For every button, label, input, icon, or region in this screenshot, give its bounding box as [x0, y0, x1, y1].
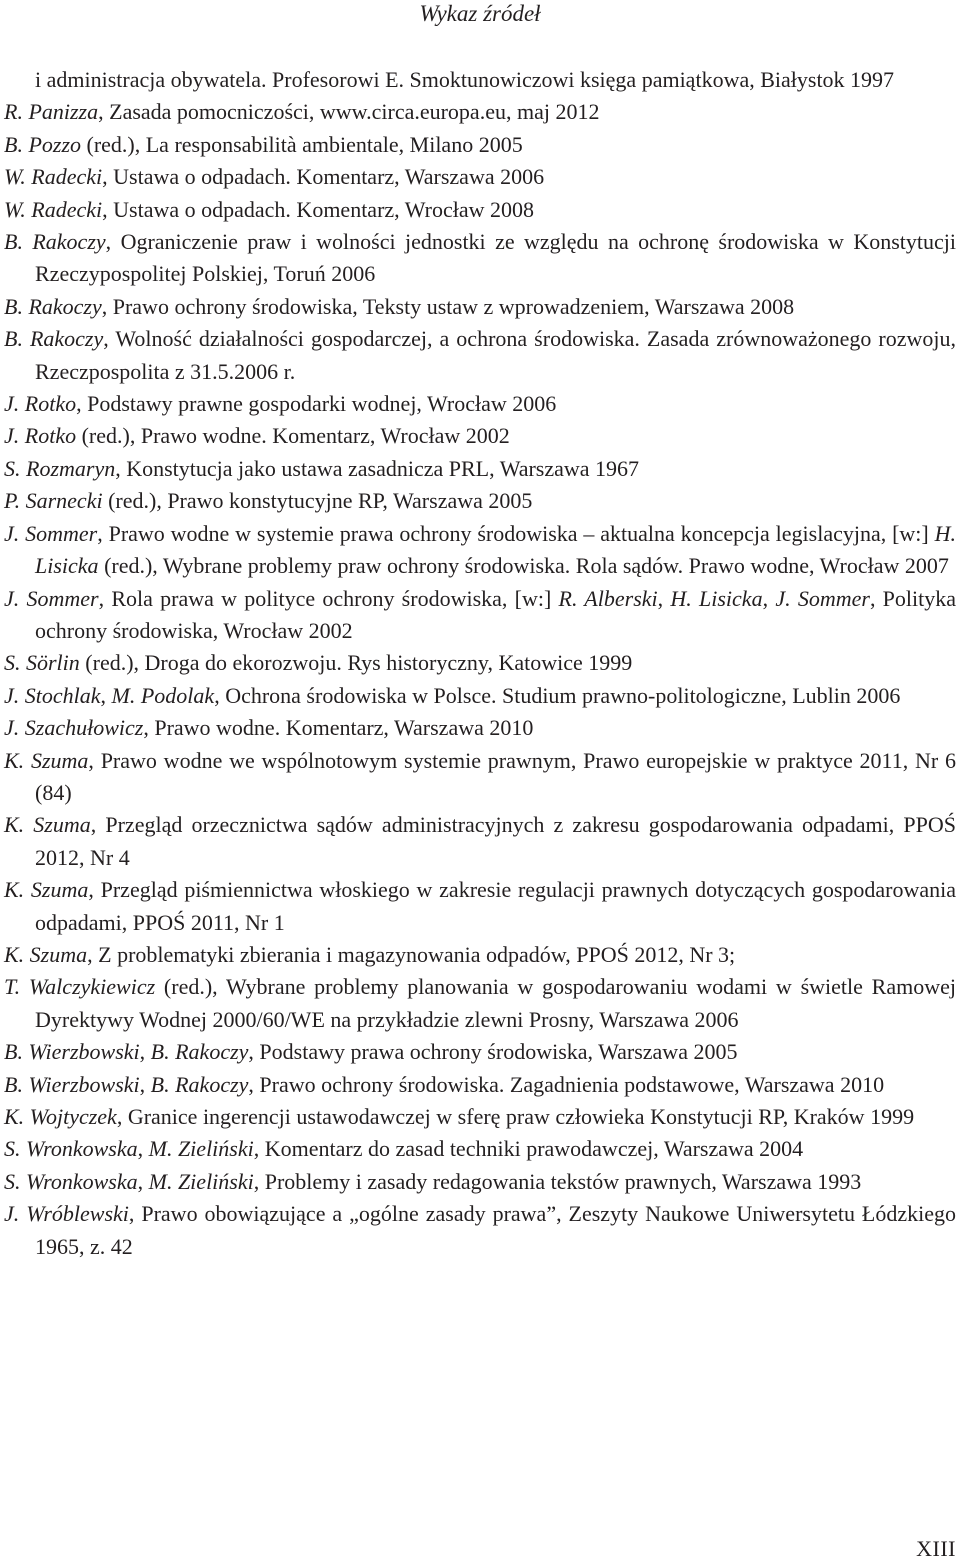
- entry-author: K. Szuma: [4, 877, 89, 903]
- entry-text: , Rola prawa w polityce ochrony środowiska, [w:]: [98, 585, 559, 611]
- bibliography-entry: [4, 161, 956, 193]
- bibliography-entry: [4, 1198, 956, 1263]
- bibliography-entry-continued: [4, 64, 956, 96]
- bibliography-entry: [4, 874, 956, 939]
- bibliography-entry: [4, 971, 956, 1036]
- bibliography-entry: [4, 1069, 956, 1101]
- entry-author: B. Wierzbowski: [4, 1039, 140, 1065]
- bibliography-entry: [4, 583, 956, 648]
- entry-text: , Podstawy prawne gospodarki wodnej, Wrocław 2006: [76, 391, 557, 417]
- entry-text: (red.), Wybrane problemy planowania w gospodarowaniu wodami w świetle Ramowej Dyrektywy Wodnej 2000/60/WE na przykładzie zlewni Prosny, Warszawa 2006: [35, 974, 956, 1032]
- entry-author: R. Panizza: [4, 99, 99, 125]
- entry-text: , Przegląd piśmiennictwa włoskiego w zakresie regulacji prawnych dotyczących gospodarowania odpadami, PPOŚ 2011, Nr 1: [35, 877, 957, 935]
- entry-author: B. Wierzbowski: [4, 1071, 140, 1097]
- entry-text: ,: [657, 585, 671, 611]
- entry-author: J. Stochlak: [4, 682, 101, 708]
- bibliography-entry: [4, 453, 956, 485]
- entry-text: i administracja obywatela. Profesorowi E. Smoktunowiczowi księga pamiątkowa, Białystok 1997: [35, 67, 895, 92]
- entry-text: (red.), Droga do ekorozwoju. Rys historyczny, Katowice 1999: [79, 650, 633, 676]
- entry-author: T. Walczykiewicz: [4, 974, 156, 1000]
- entry-text: ,: [100, 682, 112, 708]
- entry-author: S. Wronkowska: [4, 1168, 138, 1194]
- page-number: XIII: [916, 1536, 956, 1561]
- bibliography-entry: [4, 96, 956, 128]
- entry-text: , Prawo ochrony środowiska. Zagadnienia podstawowe, Warszawa 2010: [248, 1071, 885, 1097]
- entry-author: J. Rotko: [4, 391, 77, 417]
- entry-text: ,: [762, 585, 776, 611]
- entry-text: ,: [139, 1071, 151, 1097]
- entry-author: B. Rakoczy: [150, 1071, 249, 1097]
- entry-text: , Przegląd orzecznictwa sądów administracyjnych z zakresu gospodarowania odpadami, PPOŚ 2012, Nr 4: [35, 812, 956, 870]
- bibliography-entry: [4, 291, 956, 323]
- entry-author: S. Sörlin: [4, 650, 80, 676]
- entry-author: B. Pozzo: [4, 131, 81, 157]
- bibliography-entry: [4, 1133, 956, 1165]
- bibliography-entry: [4, 1036, 956, 1068]
- bibliography-entry: [4, 388, 956, 420]
- entry-text: , Ochrona środowiska w Polsce. Studium prawno-politologiczne, Lublin 2006: [214, 682, 901, 708]
- entry-text: , Problemy i zasady redagowania tekstów prawnych, Warszawa 1993: [253, 1168, 862, 1194]
- bibliography-entry: [4, 712, 956, 744]
- entry-author: R. Alberski: [558, 585, 658, 611]
- entry-author: S. Rozmaryn: [4, 455, 116, 481]
- entry-author: J. Wróblewski: [4, 1201, 129, 1227]
- entry-author: K. Szuma: [4, 747, 89, 773]
- bibliography-entry: [4, 194, 956, 226]
- entry-author: W. Radecki: [4, 164, 103, 190]
- bibliography-entry: [4, 485, 956, 517]
- entry-author: H. Lisicka: [35, 520, 956, 579]
- entry-text: , Zasada pomocniczości, www.circa.europa.eu, maj 2012: [98, 99, 600, 125]
- entry-author: P. Sarnecki: [4, 488, 103, 514]
- entry-text: , Komentarz do zasad techniki prawodawczej, Warszawa 2004: [253, 1136, 804, 1162]
- entry-text: , Prawo obowiązujące a „ogólne zasady prawa”, Zeszyty Naukowe Uniwersytetu Łódzkiego 1965, z. 42: [35, 1201, 956, 1259]
- entry-text: (red.), La responsabilità ambientale, Milano 2005: [81, 131, 523, 157]
- bibliography-list: [4, 64, 956, 1263]
- entry-text: , Prawo wodne we wspólnotowym systemie prawnym, Prawo europejskie w praktyce 2011, Nr 6 (84): [35, 747, 956, 805]
- entry-author: J. Sommer: [4, 585, 99, 611]
- entry-text: , Granice ingerencji ustawodawczej w sferę praw człowieka Konstytucji RP, Kraków 1999: [116, 1104, 915, 1129]
- bibliography-entry: [4, 518, 956, 583]
- entry-author: K. Szuma: [4, 812, 91, 838]
- entry-author: M. Zieliński: [148, 1136, 254, 1162]
- entry-author: W. Radecki: [4, 196, 103, 222]
- entry-text: , Ustawa o odpadach. Komentarz, Wrocław 2008: [102, 196, 535, 222]
- entry-text: , Polityka ochrony środowiska, Wrocław 2002: [35, 585, 957, 643]
- bibliography-entry: [4, 420, 956, 452]
- entry-author: K. Wojtyczek: [4, 1104, 117, 1129]
- entry-author: S. Wronkowska: [4, 1136, 138, 1162]
- entry-text: , Prawo wodne. Komentarz, Warszawa 2010: [143, 715, 534, 741]
- bibliography-entry: [4, 129, 956, 161]
- entry-text: , Ograniczenie praw i wolności jednostki ze względu na ochronę środowiska w Konstytucji Rzeczypospolitej Polskiej, Toruń 2006: [35, 229, 957, 287]
- entry-text: (red.), Wybrane problemy praw ochrony środowiska. Rola sądów. Prawo wodne, Wrocław 2007: [98, 553, 949, 579]
- entry-author: B. Rakoczy: [4, 293, 102, 319]
- bibliography-entry: [4, 745, 956, 810]
- entry-author: J. Szachułowicz: [4, 715, 144, 741]
- bibliography-entry: [4, 323, 956, 388]
- entry-text: , Prawo wodne w systemie prawa ochrony środowiska – aktualna koncepcja legislacyjna, [w:]: [97, 520, 935, 546]
- entry-text: ,: [139, 1039, 151, 1065]
- entry-author: J. Sommer: [4, 520, 98, 546]
- bibliography-entry: [4, 1101, 956, 1133]
- entry-author: H. Lisicka: [670, 585, 763, 611]
- running-header: Wykaz źródeł: [419, 1, 541, 26]
- entry-text: , Ustawa o odpadach. Komentarz, Warszawa 2006: [102, 164, 545, 190]
- entry-author: B. Rakoczy: [150, 1039, 249, 1065]
- entry-text: , Wolność działalności gospodarczej, a ochrona środowiska. Zasada zrównoważonego rozwoju, Rzeczpospolita z 31.5.2006 r.: [35, 326, 956, 384]
- entry-author: B. Rakoczy: [4, 229, 106, 255]
- entry-text: , Konstytucja jako ustawa zasadnicza PRL, Warszawa 1967: [115, 455, 640, 481]
- entry-text: , Prawo ochrony środowiska, Teksty ustaw z wprowadzeniem, Warszawa 2008: [101, 293, 795, 319]
- entry-text: (red.), Prawo konstytucyjne RP, Warszawa 2005: [102, 488, 533, 514]
- entry-text: , Z problematyki zbierania i magazynowania odpadów, PPOŚ 2012, Nr 3;: [87, 941, 736, 967]
- entry-author: M. Zieliński: [148, 1168, 254, 1194]
- entry-author: B. Rakoczy: [4, 326, 104, 352]
- entry-text: (red.), Prawo wodne. Komentarz, Wrocław 2002: [76, 423, 510, 449]
- bibliography-entry: [4, 226, 956, 291]
- entry-author: M. Podolak: [111, 682, 215, 708]
- bibliography-entry: [4, 647, 956, 679]
- entry-text: ,: [137, 1136, 149, 1162]
- bibliography-entry: [4, 809, 956, 874]
- entry-text: , Podstawy prawa ochrony środowiska, Warszawa 2005: [248, 1039, 738, 1065]
- entry-text: ,: [137, 1168, 149, 1194]
- entry-author: J. Rotko: [4, 423, 77, 449]
- entry-author: J. Sommer: [775, 585, 870, 611]
- bibliography-entry: [4, 939, 956, 971]
- entry-author: K. Szuma: [4, 941, 88, 967]
- bibliography-entry: [4, 680, 956, 712]
- bibliography-entry: [4, 1166, 956, 1198]
